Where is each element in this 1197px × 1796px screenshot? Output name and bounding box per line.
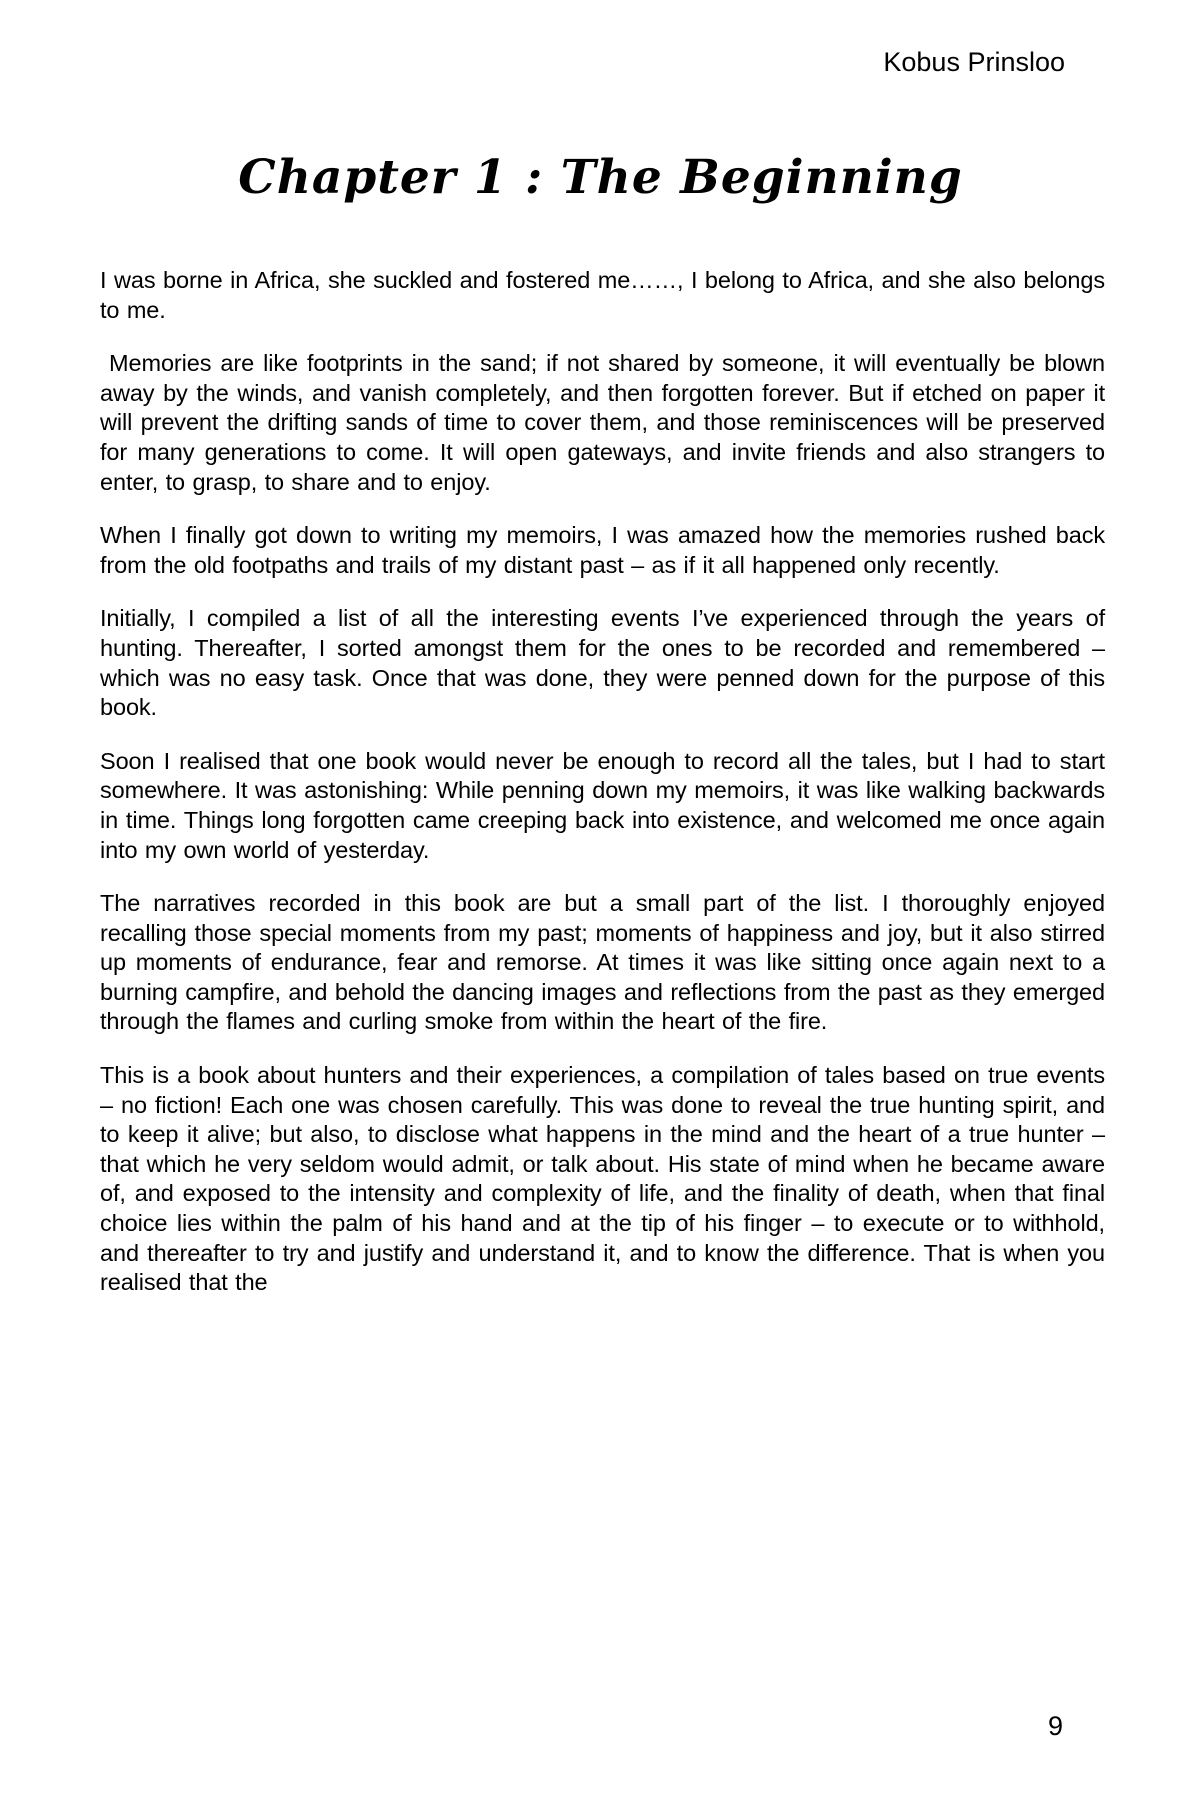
- page-number: 9: [1047, 1711, 1063, 1741]
- paragraph: The narratives recorded in this book are but a small part of the list. I thoroughly enjoyed recalling those special moments from my past; moments of happiness and joy, but it also stirred up moments of endurance, fear and remorse. At times it was like sitting once again next to a burning campfire, and behold the dancing images and reflections from the past as they emerged through the flames and curling smoke from within the heart of the fire.: [100, 890, 1105, 1035]
- chapter-title: Chapter 1 : The Beginning: [238, 150, 963, 205]
- paragraph: I was borne in Africa, she suckled and fostered me……, I belong to Africa, and she also belongs to me.: [100, 267, 1105, 323]
- paragraph: When I finally got down to writing my memoirs, I was amazed how the memories rushed back from the old footpaths and trails of my distant past – as if it all happened only recently.: [100, 522, 1105, 578]
- paragraph: Initially, I compiled a list of all the interesting events I’ve experienced through the years of hunting. Thereafter, I sorted amongst them for the ones to be recorded and remembered – which was no easy task. Once that was done, they were penned down for the purpose of this book.: [100, 605, 1105, 721]
- chapter-body: [100, 266, 1105, 1322]
- running-header-author: Kobus Prinsloo: [883, 47, 1065, 77]
- paragraph: This is a book about hunters and their experiences, a compilation of tales based on true events – no fiction! Each one was chosen carefully. This was done to reveal the true hunting spirit, and to keep it alive; but also, to disclose what happens in the mind and the heart of a true hunter – that which he very seldom would admit, or talk about. His state of mind when he became aware of, and exposed to the intensity and complexity of life, and the finality of death, when that final choice lies within the palm of his hand and at the tip of his finger – to execute or to withhold, and thereafter to try and justify and understand it, and to know the difference. That is when you realised that the: [100, 1062, 1105, 1296]
- paragraph: Soon I realised that one book would never be enough to record all the tales, but I had to start somewhere. It was astonishing: While penning down my memoirs, it was like walking backwards in time. Things long forgotten came creeping back into existence, and welcomed me once again into my own world of yesterday.: [100, 747, 1105, 863]
- paragraph: Memories are like footprints in the sand; if not shared by someone, it will eventually be blown away by the winds, and vanish completely, and then forgotten forever. But if etched on paper it will prevent the drifting sands of time to cover them, and those reminiscences will be preserved for many generations to come. It will open gateways, and invite friends and also strangers to enter, to grasp, to share and to enjoy.: [100, 350, 1105, 495]
